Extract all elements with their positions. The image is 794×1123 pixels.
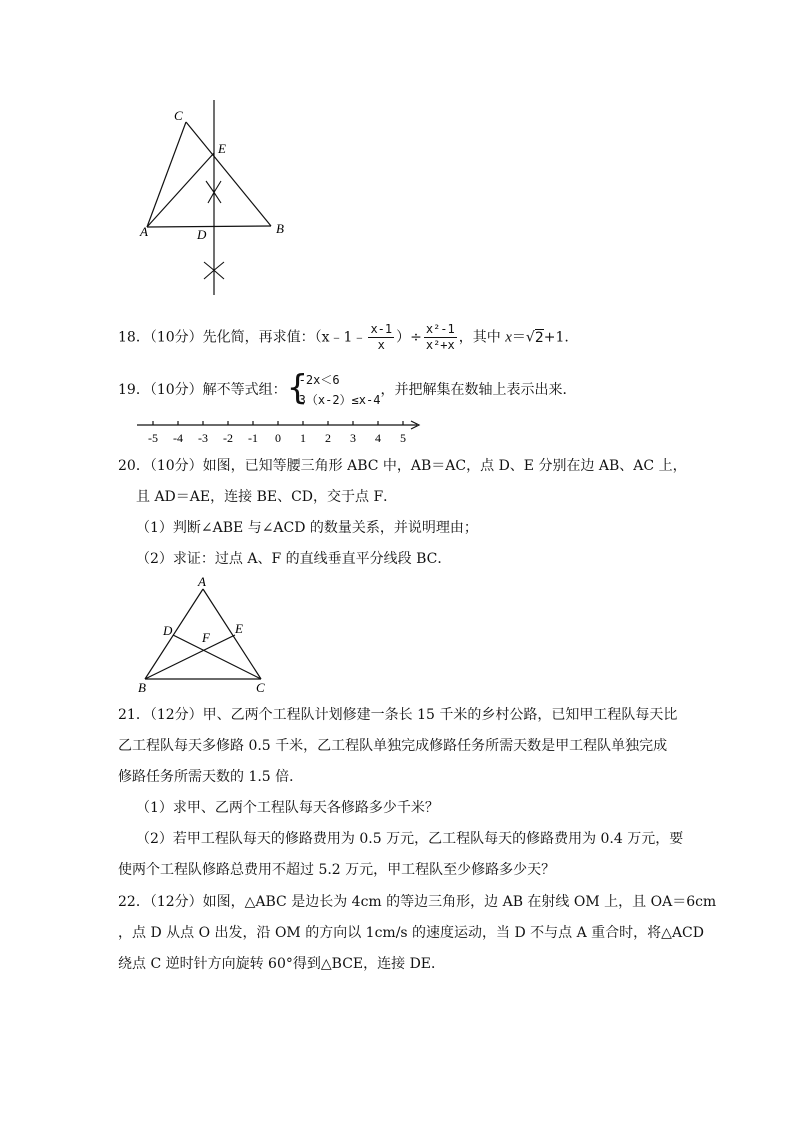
tick-label: 5 <box>400 431 406 445</box>
side-AB <box>147 226 271 227</box>
question-21-line-3: 修路任务所需天数的 1.5 倍． <box>118 769 304 785</box>
q19-system <box>287 370 381 410</box>
label-F: F <box>202 630 210 645</box>
question-20-part-2: （2）求证：过点 A、F 的直线垂直平分线段 BC． <box>136 551 452 567</box>
q18-frac1-num: x-1 <box>370 322 393 336</box>
label-C: C <box>174 108 183 123</box>
figure-q20 <box>135 575 275 695</box>
tick-label: 2 <box>325 431 331 445</box>
tick-label: 0 <box>275 431 281 445</box>
question-22-line-2: ，点 D 从点 O 出发，沿 OM 的方向以 1cm/s 的速度运动，当 D 不与点 A 重合时，将△ACD <box>118 925 704 941</box>
question-21-part-2b: 使两个工程队修路总费用不超过 5.2 万元，甲工程队至少修路多少天？ <box>118 862 556 878</box>
question-21-line-2: 乙工程队每天多修路 0.5 千米，乙工程队单独完成修路任务所需天数是甲工程队单独完成 <box>118 738 668 754</box>
q19-ineq-1: -2x＜6 <box>298 373 340 387</box>
q18-sqrt: √2 <box>525 329 544 346</box>
side-AC <box>203 589 261 679</box>
question-20-part-1: （1）判断∠ABE 与∠ACD 的数量关系，并说明理由； <box>136 520 478 536</box>
q18-var-x: x <box>505 329 512 346</box>
question-21-line-1: 21．（12分）甲、乙两个工程队计划修建一条长 15 千米的乡村公路，已知甲工程队每天比 <box>118 707 678 723</box>
label-E: E <box>218 141 226 156</box>
q18-tail-prefix: ，其中 <box>458 329 506 346</box>
label-D: D <box>163 623 173 638</box>
q18-frac2-den: x²+x <box>425 338 455 352</box>
side-AB <box>145 589 203 679</box>
question-22-line-3: 绕点 C 逆时针方向旋转 60°得到△BCE，连接 DE． <box>118 956 446 972</box>
label-B: B <box>276 221 284 236</box>
tick-label: 4 <box>375 431 381 445</box>
tick-label: -2 <box>223 431 233 445</box>
question-21-part-1: （1）求甲、乙两个工程队每天各修路多少千米？ <box>136 800 439 816</box>
question-21-part-2a: （2）若甲工程队每天的修路费用为 0.5 万元，乙工程队每天的修路费用为 0.4 万元，要 <box>136 831 684 847</box>
side-CA <box>147 122 186 227</box>
label-C: C <box>256 680 265 695</box>
label-A: A <box>198 575 206 589</box>
tick-label: -3 <box>198 431 208 445</box>
question-19 <box>118 370 576 410</box>
q19-tail: ，并把解集在数轴上表示出来． <box>380 382 577 398</box>
q18-plus-one: +1. <box>543 329 569 346</box>
tick-label: -1 <box>248 431 258 445</box>
label-B: B <box>138 680 146 695</box>
label-A: A <box>140 224 148 239</box>
q18-fraction-1 <box>368 322 394 353</box>
label-D: D <box>197 227 207 242</box>
brace-icon: { <box>286 368 309 408</box>
figure-q17 <box>130 95 300 300</box>
number-line <box>135 416 425 446</box>
tick-label: -4 <box>173 431 183 445</box>
q18-sqrt-arg: 2 <box>534 329 544 346</box>
tick-label: 3 <box>350 431 356 445</box>
segment-AE <box>147 153 214 227</box>
question-18 <box>118 322 569 353</box>
side-CB <box>186 122 271 226</box>
q18-eq: ＝ <box>511 329 526 346</box>
q18-mid: ）÷ <box>396 329 422 346</box>
question-22-line-1: 22．（12分）如图，△ABC 是边长为 4cm 的等边三角形，边 AB 在射线 OM 上，且 OA＝6cm <box>118 894 717 910</box>
q19-ineq-2: 3（x-2）≤x-4 <box>298 393 381 407</box>
label-E: E <box>235 621 243 636</box>
q18-frac2-num: x²-1 <box>425 322 455 336</box>
tick-label: 1 <box>300 431 306 445</box>
tick-label: -5 <box>148 431 158 445</box>
q18-frac1-den: x <box>377 338 385 352</box>
question-20-line-2: 且 AD＝AE，连接 BE、CD，交于点 F． <box>136 489 398 505</box>
q19-head: 19．（10分）解不等式组： <box>118 382 287 398</box>
question-20-line-1: 20．（10分）如图，已知等腰三角形 ABC 中，AB＝AC，点 D、E 分别在边 AB、AC 上， <box>118 458 687 474</box>
segment-CD <box>173 635 261 679</box>
q18-fraction-2 <box>424 322 457 353</box>
q18-head: 18．（10分）先化简，再求值：（x﹣1﹣ <box>118 329 367 346</box>
